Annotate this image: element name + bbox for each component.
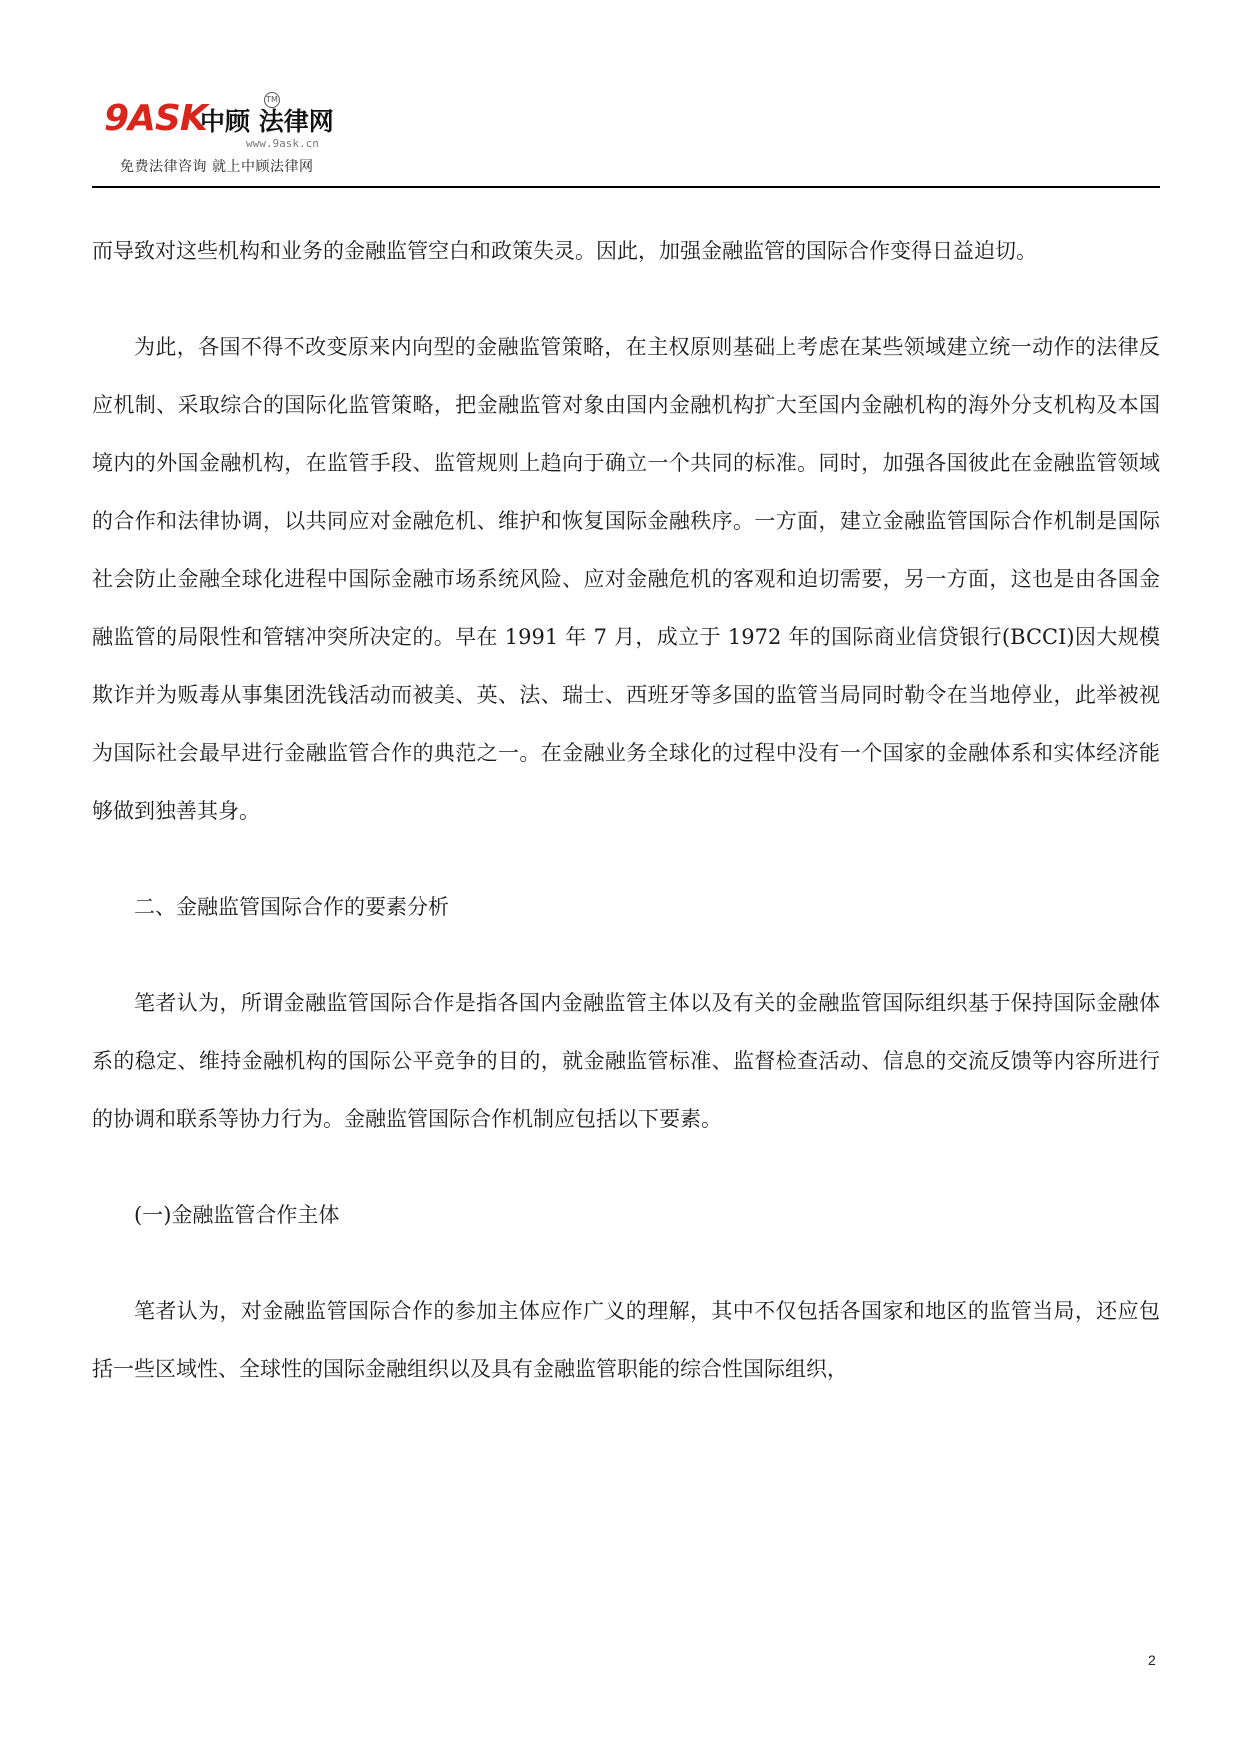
paragraph-4: 笔者认为，对金融监管国际合作的参加主体应作广义的理解，其中不仅包括各国家和地区的监管当局，还应包括一些区域性、全球性的国际金融组织以及具有金融监管职能的综合性国际组织， bbox=[92, 1299, 1160, 1381]
paragraph-2: 为此，各国不得不改变原来内向型的金融监管策略，在主权原则基础上考虑在某些领域建立统一动作的法律反应机制、采取综合的国际化监管策略，把金融监管对象由国内金融机构扩大至国内金融机构的海外分支机构及本国境内的外国金融机构，在监管手段、监管规则上趋向于确立一个共同的标准。同时，加强各国彼此在金融监管领域的合作和法律协调，以共同应对金融危机、维护和恢复国际金融秩序。一方面，建立金融监管国际合作机制是国际社会防止金融全球化进程中国际金融市场系统风险、应对金融危机的客观和迫切需要，另一方面，这也是由各国金融监管的局限性和管辖冲突所决定的。早在 1991 年 7 月，成立于 1972 年的国际商业信贷银行(BCCI)因大规模欺诈并为贩毒从事集团洗钱活动而被美、英、法、瑞士、西班牙等多国的监管当局同时勒令在当地停业，此举被视为国际社会最早进行金融监管合作的典范之一。在金融业务全球化的过程中没有一个国家的金融体系和实体经济能够做到独善其身。 bbox=[92, 335, 1160, 823]
trademark-icon: TM bbox=[264, 92, 280, 108]
logo-chinese-name: 中顾 法律网 bbox=[200, 107, 334, 136]
subsection-heading-1: (一)金融监管合作主体 bbox=[134, 1203, 340, 1227]
logo-mark: 9ASK bbox=[104, 98, 207, 139]
paragraph-3: 笔者认为，所谓金融监管国际合作是指各国内金融监管主体以及有关的金融监管国际组织基于保持国际金融体系的稳定、维持金融机构的国际公平竞争的目的，就金融监管标准、监督检查活动、信息的交流反馈等内容所进行的协调和联系等协力行为。金融监管国际合作机制应包括以下要素。 bbox=[92, 991, 1160, 1131]
section-heading-2: 二、金融监管国际合作的要素分析 bbox=[134, 895, 449, 919]
logo-slogan: 免费法律咨询 就上中顾法律网 bbox=[120, 159, 314, 175]
header-divider bbox=[92, 186, 1160, 188]
paragraph-1: 而导致对这些机构和业务的金融监管空白和政策失灵。因此，加强金融监管的国际合作变得日益迫切。 bbox=[92, 239, 1037, 263]
page-number: 2 bbox=[1148, 1652, 1156, 1668]
document-body bbox=[92, 222, 1160, 1436]
logo-url: www.9ask.cn bbox=[246, 137, 319, 150]
page-header bbox=[92, 92, 1160, 192]
site-logo[interactable] bbox=[104, 92, 364, 182]
